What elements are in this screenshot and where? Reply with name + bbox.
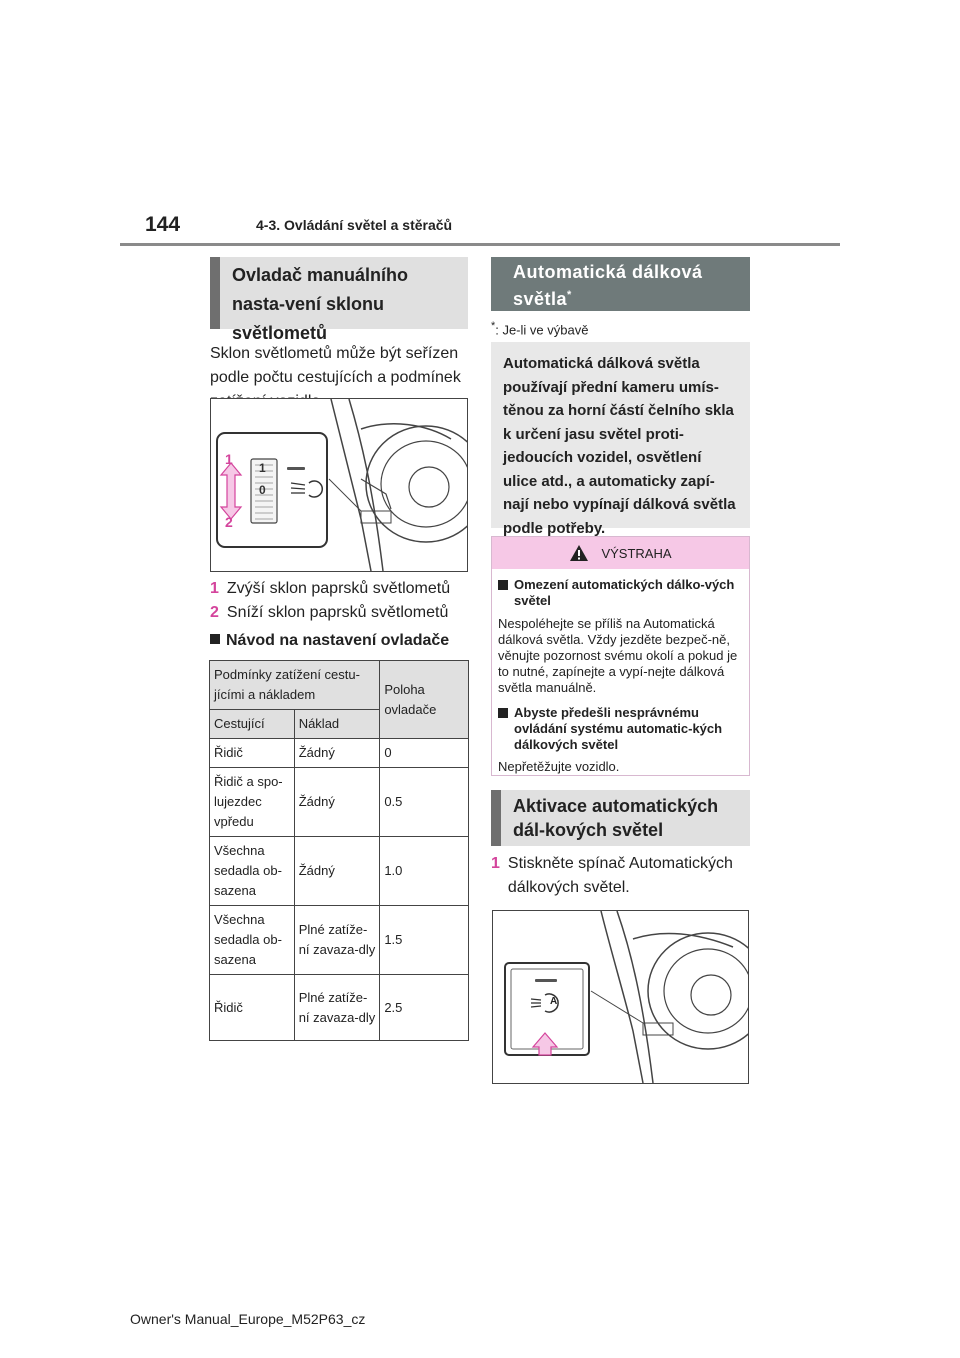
activation-step-1 [491,852,750,900]
page-number: 144 [145,213,181,236]
cell-position: 2.5 [380,975,469,1041]
cell-position: 0.5 [380,768,469,837]
figure-leveling-dial [210,398,468,572]
step-number: 1 [491,855,500,872]
cell-passengers: Všechna sedadla ob-sazena [210,906,295,975]
warning-item-1-title: Omezení automatických dálko-vých světel [498,577,743,609]
warning-header [492,537,749,569]
auto-high-beam-switch-illustration [493,911,748,1083]
cell-passengers: Řidič [210,739,295,768]
dial-mark-0: 0 [259,483,266,497]
cell-cargo: Žádný [294,837,380,906]
subheading-adjustment-guide: Návod na nastavení ovladače [210,629,468,653]
table-row [210,768,469,837]
cell-passengers: Řidič a spo-lujezdec vpředu [210,768,295,837]
auto-high-beam-description: Automatická dálková světla používají přední kameru umís-těnou za horní částí čelního skla k určení jasu světel proti-jedoucích vozidel, osvětlení ulice atd., a automaticky zapí-nají nebo vypínají dálková světla podle potřeby. [491,342,750,528]
cell-passengers: Všechna sedadla ob-sazena [210,837,295,906]
cell-cargo: Žádný [294,768,380,837]
cell-passengers: Řidič [210,975,295,1041]
step-text: Sníží sklon paprsků světlometů [226,604,449,621]
section-title-activation: Aktivace automatických dál-kových světel [491,790,750,846]
footer-text: Owner's Manual_Europe_M52P63_cz [130,1311,366,1327]
table-header-load-conditions: Podmínky zatížení cestu-jícími a nákladem [210,661,380,710]
table-row [210,975,469,1041]
table-row [210,739,469,768]
cell-cargo: Plné zatíže-ní zavaza-dly [294,975,380,1041]
warning-body [492,569,749,783]
cell-cargo: Plné zatíže-ní zavaza-dly [294,906,380,975]
cell-cargo: Žádný [294,739,380,768]
square-bullet-icon [498,708,508,718]
leveling-dial-illustration [211,399,467,571]
warning-item-1-text: Nespoléhejte se příliš na Automatická dálková světla. Vždy jezděte bezpeč-ně, věnujte pozornost svému okolí a pokud je to nutné, zapínejte a vypí-nejte dálková světla manuálně. [498,616,738,695]
figure-auto-high-beam-switch [492,910,749,1084]
cell-position: 1.0 [380,837,469,906]
step-number: 2 [210,604,219,621]
square-bullet-icon [498,580,508,590]
figure-label-1: 1 [225,451,233,467]
table-header-cargo: Náklad [294,710,380,739]
warning-box [491,536,750,776]
chapter-title: 4-3. Ovládání světel a stěračů [256,217,453,233]
figure-label-2: 2 [225,514,233,530]
square-bullet-icon [210,634,220,644]
adjustment-table [209,660,469,1041]
table-header-passengers: Cestující [210,710,295,739]
warning-item-2-title: Abyste předešli nesprávnému ovládání systému automatic-kých dálkových světel [498,705,743,753]
auto-button-symbol: A [550,996,558,1007]
warning-item-2-text: Nepřetěžujte vozidlo. [498,759,620,774]
dial-mark-1: 1 [259,461,266,475]
section-title-auto-high-beam: Automatická dálková světla* [491,257,750,311]
step-text: Stiskněte spínač Automatických dálkových světel. [507,855,733,896]
footnote: *: Je-li ve výbavě [491,320,589,338]
step-number: 1 [210,580,219,597]
table-header-position: Poloha ovladače [380,661,469,739]
footnote-mark: * [567,289,572,301]
cell-position: 1.5 [380,906,469,975]
table-row [210,906,469,975]
step-1 [210,577,468,601]
table-row [210,837,469,906]
step-2 [210,601,468,625]
intro-text: Sklon světlometů může být seřízen podle počtu cestujících a podmínek [210,345,461,386]
section-title-manual-leveling: Ovladač manuálního nasta-vení sklonu světlometů [210,257,468,329]
warning-triangle-icon [569,544,589,562]
step-text: Zvýší sklon paprsků světlometů [226,580,451,597]
warning-title: VÝSTRAHA [601,545,672,561]
cell-position: 0 [380,739,469,768]
header-rule [120,243,840,246]
